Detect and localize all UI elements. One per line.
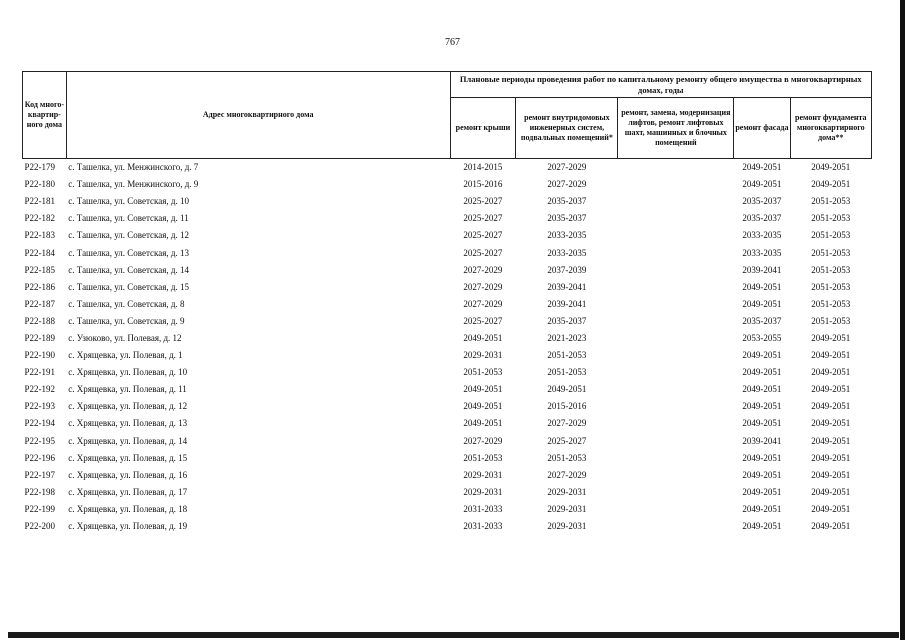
cell-engineering: 2037-2039 xyxy=(547,264,587,275)
cell-address: с. Ташелка, ул. Советская, д. 15 xyxy=(68,281,189,292)
cell-engineering: 2029-2031 xyxy=(547,521,587,532)
cell-code: P22-192 xyxy=(24,384,56,395)
cell-roof: 2027-2029 xyxy=(463,298,503,309)
cell-engineering: 2035-2037 xyxy=(547,315,587,326)
table-row xyxy=(23,433,872,450)
cell-roof: 2025-2027 xyxy=(463,315,503,326)
cell-facade: 2039-2041 xyxy=(742,435,782,446)
cell-code: P22-190 xyxy=(24,350,56,361)
table-row xyxy=(23,210,872,227)
cell-code: P22-180 xyxy=(24,179,56,190)
cell-foundation: 2049-2051 xyxy=(811,521,851,532)
cell-elevators xyxy=(618,262,734,279)
cell-foundation: 2049-2051 xyxy=(811,384,851,395)
scan-bottom-edge xyxy=(8,632,899,638)
cell-roof: 2049-2051 xyxy=(463,418,503,429)
cell-address: с. Хрящевка, ул. Полевая, д. 12 xyxy=(68,401,188,412)
cell-roof: 2025-2027 xyxy=(463,196,503,207)
scan-right-edge xyxy=(900,0,905,640)
cell-facade: 2049-2051 xyxy=(742,503,782,514)
header-engineering: ремонт внутридомовых инженерных систем, подвальных помещений* xyxy=(516,98,618,159)
cell-facade: 2049-2051 xyxy=(742,384,782,395)
cell-facade: 2049-2051 xyxy=(742,401,782,412)
cell-roof: 2051-2053 xyxy=(463,367,503,378)
cell-engineering: 2027-2029 xyxy=(547,162,587,173)
cell-address: с. Хрящевка, ул. Полевая, д. 16 xyxy=(68,469,188,480)
cell-roof: 2029-2031 xyxy=(463,350,503,361)
cell-facade: 2049-2051 xyxy=(742,298,782,309)
cell-elevators xyxy=(618,364,734,381)
cell-foundation: 2051-2053 xyxy=(811,281,851,292)
cell-foundation: 2049-2051 xyxy=(811,162,851,173)
cell-facade: 2035-2037 xyxy=(742,196,782,207)
cell-facade: 2053-2055 xyxy=(742,332,782,343)
cell-elevators xyxy=(618,433,734,450)
table-row xyxy=(23,415,872,432)
cell-address: с. Хрящевка, ул. Полевая, д. 13 xyxy=(68,418,188,429)
cell-address: с. Ташелка, ул. Советская, д. 12 xyxy=(68,230,189,241)
table-row xyxy=(23,193,872,210)
cell-facade: 2049-2051 xyxy=(742,179,782,190)
cell-engineering: 2021-2023 xyxy=(547,332,587,343)
header-facade: ремонт фасада xyxy=(734,98,790,159)
cell-code: P22-183 xyxy=(24,230,56,241)
cell-foundation: 2051-2053 xyxy=(811,264,851,275)
table-row xyxy=(23,330,872,347)
table-row xyxy=(23,313,872,330)
cell-code: P22-188 xyxy=(24,315,56,326)
cell-elevators xyxy=(618,398,734,415)
cell-code: P22-189 xyxy=(24,332,56,343)
header-elevators: ремонт, замена, модернизация лифтов, ремонт лифтовых шахт, машинных и блочных помещений xyxy=(618,98,734,159)
cell-engineering: 2049-2051 xyxy=(547,384,587,395)
cell-address: с. Хрящевка, ул. Полевая, д. 19 xyxy=(68,521,188,532)
cell-address: с. Ташелка, ул. Советская, д. 9 xyxy=(68,315,185,326)
cell-address: с. Хрящевка, ул. Полевая, д. 14 xyxy=(68,435,188,446)
cell-elevators xyxy=(618,518,734,535)
cell-code: P22-199 xyxy=(24,503,56,514)
cell-elevators xyxy=(618,347,734,364)
cell-engineering: 2035-2037 xyxy=(547,213,587,224)
cell-engineering: 2015-2016 xyxy=(547,401,587,412)
cell-code: P22-184 xyxy=(24,247,56,258)
cell-engineering: 2051-2053 xyxy=(547,350,587,361)
cell-elevators xyxy=(618,296,734,313)
cell-facade: 2049-2051 xyxy=(742,418,782,429)
cell-code: P22-186 xyxy=(24,281,56,292)
cell-elevators xyxy=(618,467,734,484)
cell-elevators xyxy=(618,381,734,398)
cell-foundation: 2051-2053 xyxy=(811,230,851,241)
table-row xyxy=(23,364,872,381)
cell-foundation: 2051-2053 xyxy=(811,196,851,207)
table-row xyxy=(23,244,872,261)
cell-code: P22-182 xyxy=(24,213,56,224)
cell-code: P22-179 xyxy=(24,162,56,173)
cell-code: P22-197 xyxy=(24,469,56,480)
table-row xyxy=(23,227,872,244)
cell-elevators xyxy=(618,313,734,330)
cell-code: P22-187 xyxy=(24,298,56,309)
cell-code: P22-193 xyxy=(24,401,56,412)
cell-engineering: 2039-2041 xyxy=(547,281,587,292)
table-row xyxy=(23,450,872,467)
cell-roof: 2031-2033 xyxy=(463,503,503,514)
table-row xyxy=(23,398,872,415)
cell-facade: 2033-2035 xyxy=(742,247,782,258)
cell-roof: 2025-2027 xyxy=(463,213,503,224)
cell-facade: 2049-2051 xyxy=(742,162,782,173)
cell-foundation: 2049-2051 xyxy=(811,503,851,514)
cell-elevators xyxy=(618,176,734,193)
cell-address: с. Узюково, ул. Полевая, д. 12 xyxy=(68,332,182,343)
cell-facade: 2049-2051 xyxy=(742,350,782,361)
cell-engineering: 2051-2053 xyxy=(547,367,587,378)
cell-code: P22-194 xyxy=(24,418,56,429)
table-row xyxy=(23,159,872,177)
header-roof: ремонт крыши xyxy=(450,98,516,159)
cell-elevators xyxy=(618,330,734,347)
cell-engineering: 2035-2037 xyxy=(547,196,587,207)
cell-facade: 2049-2051 xyxy=(742,452,782,463)
cell-address: с. Ташелка, ул. Советская, д. 13 xyxy=(68,247,189,258)
table-row xyxy=(23,484,872,501)
cell-elevators xyxy=(618,279,734,296)
cell-roof: 2027-2029 xyxy=(463,281,503,292)
cell-facade: 2039-2041 xyxy=(742,264,782,275)
cell-facade: 2049-2051 xyxy=(742,521,782,532)
cell-engineering: 2027-2029 xyxy=(547,469,587,480)
cell-roof: 2029-2031 xyxy=(463,469,503,480)
cell-foundation: 2051-2053 xyxy=(811,315,851,326)
cell-elevators xyxy=(618,484,734,501)
cell-elevators xyxy=(618,159,734,177)
cell-elevators xyxy=(618,227,734,244)
cell-foundation: 2049-2051 xyxy=(811,401,851,412)
table-row xyxy=(23,176,872,193)
cell-foundation: 2049-2051 xyxy=(811,486,851,497)
table-row xyxy=(23,279,872,296)
table-row xyxy=(23,262,872,279)
cell-engineering: 2039-2041 xyxy=(547,298,587,309)
table-row xyxy=(23,501,872,518)
table-row xyxy=(23,467,872,484)
cell-elevators xyxy=(618,501,734,518)
cell-engineering: 2029-2031 xyxy=(547,486,587,497)
cell-roof: 2027-2029 xyxy=(463,435,503,446)
cell-code: P22-191 xyxy=(24,367,56,378)
cell-address: с. Хрящевка, ул. Полевая, д. 11 xyxy=(68,384,187,395)
cell-address: с. Хрящевка, ул. Полевая, д. 15 xyxy=(68,452,188,463)
cell-foundation: 2049-2051 xyxy=(811,435,851,446)
header-planned-periods: Плановые периоды проведения работ по капитальному ремонту общего имущества в многоквартирных домах, годы xyxy=(450,72,871,98)
cell-address: с. Ташелка, ул. Советская, д. 8 xyxy=(68,298,185,309)
cell-roof: 2051-2053 xyxy=(463,452,503,463)
table-row xyxy=(23,381,872,398)
cell-foundation: 2051-2053 xyxy=(811,247,851,258)
cell-elevators xyxy=(618,193,734,210)
cell-address: с. Ташелка, ул. Советская, д. 11 xyxy=(68,213,189,224)
cell-code: P22-200 xyxy=(24,521,56,532)
cell-foundation: 2049-2051 xyxy=(811,469,851,480)
cell-foundation: 2049-2051 xyxy=(811,452,851,463)
cell-foundation: 2049-2051 xyxy=(811,367,851,378)
table-body xyxy=(23,159,872,536)
cell-code: P22-181 xyxy=(24,196,56,207)
cell-foundation: 2049-2051 xyxy=(811,418,851,429)
cell-roof: 2031-2033 xyxy=(463,521,503,532)
cell-foundation: 2051-2053 xyxy=(811,298,851,309)
cell-engineering: 2033-2035 xyxy=(547,247,587,258)
repair-schedule-table xyxy=(22,71,872,535)
cell-engineering: 2051-2053 xyxy=(547,452,587,463)
table-row xyxy=(23,296,872,313)
cell-address: с. Ташелка, ул. Советская, д. 10 xyxy=(68,196,189,207)
cell-facade: 2049-2051 xyxy=(742,469,782,480)
table-row xyxy=(23,347,872,364)
cell-facade: 2033-2035 xyxy=(742,230,782,241)
header-address: Адрес многоквартирного дома xyxy=(66,72,450,159)
cell-roof: 2049-2051 xyxy=(463,401,503,412)
cell-facade: 2035-2037 xyxy=(742,213,782,224)
cell-engineering: 2033-2035 xyxy=(547,230,587,241)
cell-code: P22-195 xyxy=(24,435,56,446)
cell-engineering: 2027-2029 xyxy=(547,418,587,429)
cell-address: с. Ташелка, ул. Менжинского, д. 9 xyxy=(68,179,199,190)
cell-roof: 2049-2051 xyxy=(463,384,503,395)
cell-roof: 2025-2027 xyxy=(463,247,503,258)
cell-elevators xyxy=(618,415,734,432)
cell-roof: 2025-2027 xyxy=(463,230,503,241)
cell-address: с. Хрящевка, ул. Полевая, д. 1 xyxy=(68,350,183,361)
header-code: Код много-квартир-ного дома xyxy=(23,72,67,159)
cell-code: P22-196 xyxy=(24,452,56,463)
cell-facade: 2035-2037 xyxy=(742,315,782,326)
cell-facade: 2049-2051 xyxy=(742,486,782,497)
cell-foundation: 2049-2051 xyxy=(811,332,851,343)
header-foundation: ремонт фундамента многоквартирного дома** xyxy=(790,98,871,159)
cell-address: с. Хрящевка, ул. Полевая, д. 10 xyxy=(68,367,188,378)
cell-elevators xyxy=(618,244,734,261)
page-number: 767 xyxy=(445,37,460,48)
cell-foundation: 2051-2053 xyxy=(811,213,851,224)
cell-engineering: 2027-2029 xyxy=(547,179,587,190)
cell-code: P22-185 xyxy=(24,264,56,275)
cell-address: с. Ташелка, ул. Менжинского, д. 7 xyxy=(68,162,199,173)
cell-code: P22-198 xyxy=(24,486,56,497)
cell-facade: 2049-2051 xyxy=(742,367,782,378)
table-row xyxy=(23,518,872,535)
cell-engineering: 2025-2027 xyxy=(547,435,587,446)
cell-facade: 2049-2051 xyxy=(742,281,782,292)
cell-roof: 2029-2031 xyxy=(463,486,503,497)
cell-foundation: 2049-2051 xyxy=(811,350,851,361)
cell-elevators xyxy=(618,210,734,227)
cell-roof: 2014-2015 xyxy=(463,162,503,173)
cell-address: с. Ташелка, ул. Советская, д. 14 xyxy=(68,264,189,275)
cell-roof: 2027-2029 xyxy=(463,264,503,275)
cell-address: с. Хрящевка, ул. Полевая, д. 17 xyxy=(68,486,188,497)
cell-roof: 2015-2016 xyxy=(463,179,503,190)
cell-roof: 2049-2051 xyxy=(463,332,503,343)
cell-elevators xyxy=(618,450,734,467)
cell-foundation: 2049-2051 xyxy=(811,179,851,190)
cell-engineering: 2029-2031 xyxy=(547,503,587,514)
cell-address: с. Хрящевка, ул. Полевая, д. 18 xyxy=(68,503,188,514)
